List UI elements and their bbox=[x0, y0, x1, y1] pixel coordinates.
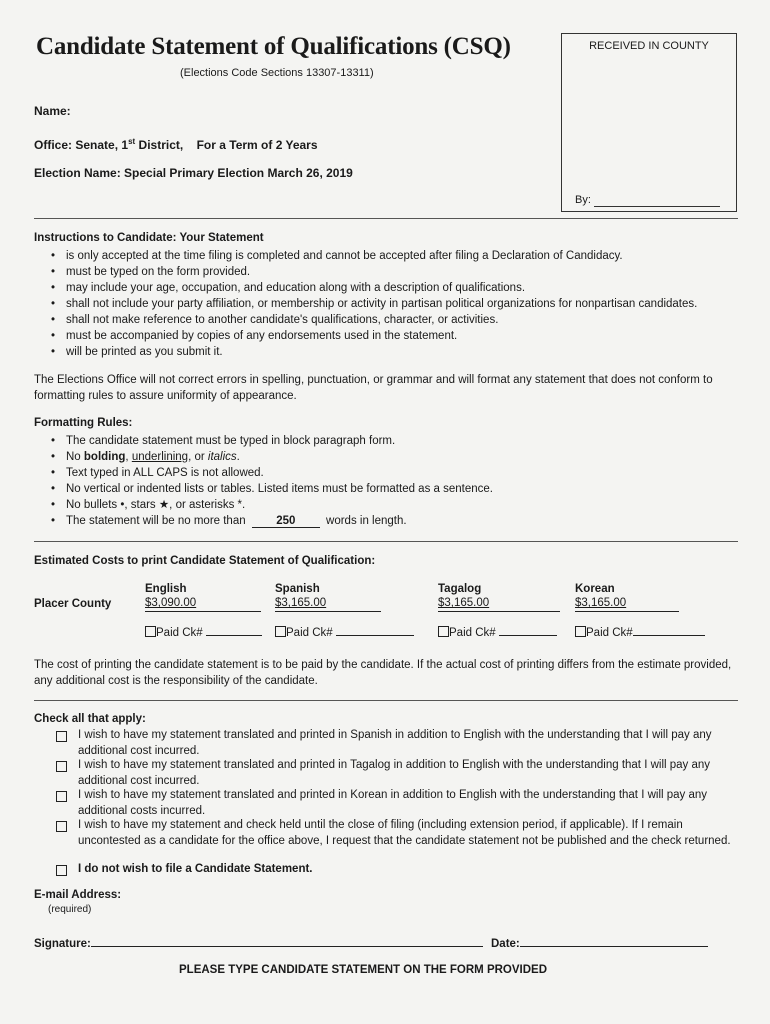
costs-heading: Estimated Costs to print Candidate Statement of Qualification: bbox=[34, 555, 376, 567]
checkbox[interactable] bbox=[56, 731, 67, 742]
option-label: I do not wish to file a Candidate Statement. bbox=[78, 863, 313, 875]
checkbox[interactable] bbox=[145, 626, 156, 637]
list-item: • Text typed in ALL CAPS is not allowed. bbox=[42, 465, 738, 481]
formatting-list bbox=[42, 433, 738, 529]
checkbox[interactable] bbox=[575, 626, 586, 637]
paid-tagalog[interactable] bbox=[438, 626, 557, 639]
bold-example: bolding bbox=[83, 451, 126, 463]
language-tagalog: Tagalog bbox=[438, 583, 482, 595]
checkbox[interactable] bbox=[56, 821, 67, 832]
check-number-field[interactable] bbox=[499, 635, 557, 636]
text: , bbox=[125, 451, 132, 463]
option-label: I wish to have my statement translated and printed in Tagalog in addition to English with the understanding that I will pay any additional cost incurred. bbox=[78, 759, 711, 787]
formatting-heading: Formatting Rules: bbox=[34, 417, 133, 429]
county-label: Placer County bbox=[34, 598, 112, 610]
check-heading: Check all that apply: bbox=[34, 713, 146, 725]
instructions-note: The Elections Office will not correct errors in spelling, punctuation, or grammar and will format any statement that does not conform to formatting rules to assure uniformity of appearance. bbox=[34, 374, 713, 402]
cost-note: The cost of printing the candidate statement is to be paid by the candidate. If the actual cost of printing differs from the estimate provided, any additional cost is the responsibility of the candidate. bbox=[34, 659, 732, 687]
check-number-field[interactable] bbox=[206, 635, 262, 636]
paid-spanish[interactable] bbox=[275, 626, 414, 639]
text: The statement will be no more than bbox=[66, 515, 246, 527]
cost-tagalog: $3,165.00 bbox=[438, 597, 560, 612]
option-hold-check[interactable] bbox=[56, 818, 738, 849]
checkbox[interactable] bbox=[438, 626, 449, 637]
list-item: • may include your age, occupation, and education along with a description of qualifications. bbox=[42, 280, 738, 296]
checkbox[interactable] bbox=[56, 791, 67, 802]
form-title: Candidate Statement of Qualifications (CSQ) bbox=[36, 33, 511, 60]
election-label: Election Name: bbox=[34, 166, 121, 180]
underline-example: underlining bbox=[131, 451, 189, 463]
district-number: 1 bbox=[121, 138, 129, 152]
check-number-field[interactable] bbox=[633, 635, 705, 636]
office-label: Office: bbox=[34, 138, 73, 152]
cost-english: $3,090.00 bbox=[145, 597, 261, 612]
received-in-county-box bbox=[561, 33, 737, 212]
list-item bbox=[42, 449, 738, 465]
paid-english[interactable] bbox=[145, 626, 262, 639]
instructions-list bbox=[42, 248, 738, 360]
word-limit: 250 bbox=[252, 513, 320, 528]
paid-label: Paid Ck# bbox=[286, 627, 333, 639]
footer-instruction: PLEASE TYPE CANDIDATE STATEMENT ON THE FORM PROVIDED bbox=[179, 964, 548, 976]
date-field[interactable] bbox=[520, 946, 708, 947]
check-number-field[interactable] bbox=[336, 635, 414, 636]
signature-line bbox=[34, 938, 483, 950]
paid-label: Paid Ck# bbox=[586, 627, 633, 639]
language-english: English bbox=[145, 583, 187, 595]
list-item bbox=[42, 513, 738, 529]
district-label: District, bbox=[138, 138, 184, 152]
election-line bbox=[34, 166, 353, 180]
checkbox[interactable] bbox=[275, 626, 286, 637]
list-item: • No bullets •, stars ★, or asterisks *. bbox=[42, 497, 738, 513]
option-label: I wish to have my statement and check held until the close of filing (including extension period, if applicable). If I remain uncontested as a candidate for the office above, I request that the candidate statement not be published and the check returned. bbox=[78, 819, 731, 847]
language-korean: Korean bbox=[575, 583, 615, 595]
checkbox[interactable] bbox=[56, 865, 67, 876]
italic-example: italics bbox=[207, 451, 237, 463]
checkbox[interactable] bbox=[56, 761, 67, 772]
paid-label: Paid Ck# bbox=[449, 627, 496, 639]
divider bbox=[34, 541, 738, 542]
date-label: Date: bbox=[491, 938, 520, 950]
text: words in length. bbox=[326, 515, 407, 527]
name-label: Name: bbox=[34, 104, 71, 118]
signature-field[interactable] bbox=[91, 946, 483, 947]
option-spanish[interactable] bbox=[56, 728, 738, 759]
instructions-heading: Instructions to Candidate: Your Statement bbox=[34, 232, 264, 244]
signature-label: Signature: bbox=[34, 938, 91, 950]
option-label: I wish to have my statement translated and printed in Korean in addition to English with the understanding that I will pay any additional costs incurred. bbox=[78, 789, 708, 817]
list-item: • must be typed on the form provided. bbox=[42, 264, 738, 280]
form-subtitle: (Elections Code Sections 13307-13311) bbox=[180, 67, 374, 79]
list-item: • shall not make reference to another candidate's qualifications, character, or activities. bbox=[42, 312, 738, 328]
election-value: Special Primary Election March 26, 2019 bbox=[124, 166, 353, 180]
text: , or bbox=[188, 451, 208, 463]
paid-korean[interactable] bbox=[575, 626, 705, 639]
divider bbox=[34, 218, 738, 219]
email-label: E-mail Address: bbox=[34, 889, 122, 901]
email-required-note: (required) bbox=[48, 904, 92, 915]
text: No bbox=[66, 451, 84, 463]
list-item: • The candidate statement must be typed in block paragraph form. bbox=[42, 433, 738, 449]
option-no-statement[interactable] bbox=[56, 862, 738, 878]
list-item: • is only accepted at the time filing is completed and cannot be accepted after filing a Declaration of Candidacy. bbox=[42, 248, 738, 264]
date-line bbox=[491, 938, 708, 950]
term-text: For a Term of 2 Years bbox=[196, 138, 318, 152]
list-item: • shall not include your party affiliation, or membership or activity in partisan political organizations for nonpartisan candidates. bbox=[42, 296, 738, 312]
option-korean[interactable] bbox=[56, 788, 738, 819]
district-suffix: st bbox=[128, 137, 136, 146]
received-box-title: RECEIVED IN COUNTY bbox=[589, 40, 709, 52]
option-tagalog[interactable] bbox=[56, 758, 738, 789]
text: . bbox=[236, 451, 240, 463]
received-by-label: By: bbox=[575, 194, 591, 206]
office-value: Senate, bbox=[75, 138, 119, 152]
option-label: I wish to have my statement translated and printed in Spanish in addition to English with the understanding that I will pay any additional cost incurred. bbox=[78, 729, 712, 757]
list-item: • No vertical or indented lists or tables. Listed items must be formatted as a sentence. bbox=[42, 481, 738, 497]
list-item: • will be printed as you submit it. bbox=[42, 344, 738, 360]
office-line bbox=[34, 137, 318, 152]
paid-label: Paid Ck# bbox=[156, 627, 203, 639]
list-item: • must be accompanied by copies of any endorsements used in the statement. bbox=[42, 328, 738, 344]
cost-spanish: $3,165.00 bbox=[275, 597, 381, 612]
language-spanish: Spanish bbox=[275, 583, 320, 595]
cost-korean: $3,165.00 bbox=[575, 597, 679, 612]
received-by-field[interactable] bbox=[594, 206, 720, 207]
divider bbox=[34, 700, 738, 701]
